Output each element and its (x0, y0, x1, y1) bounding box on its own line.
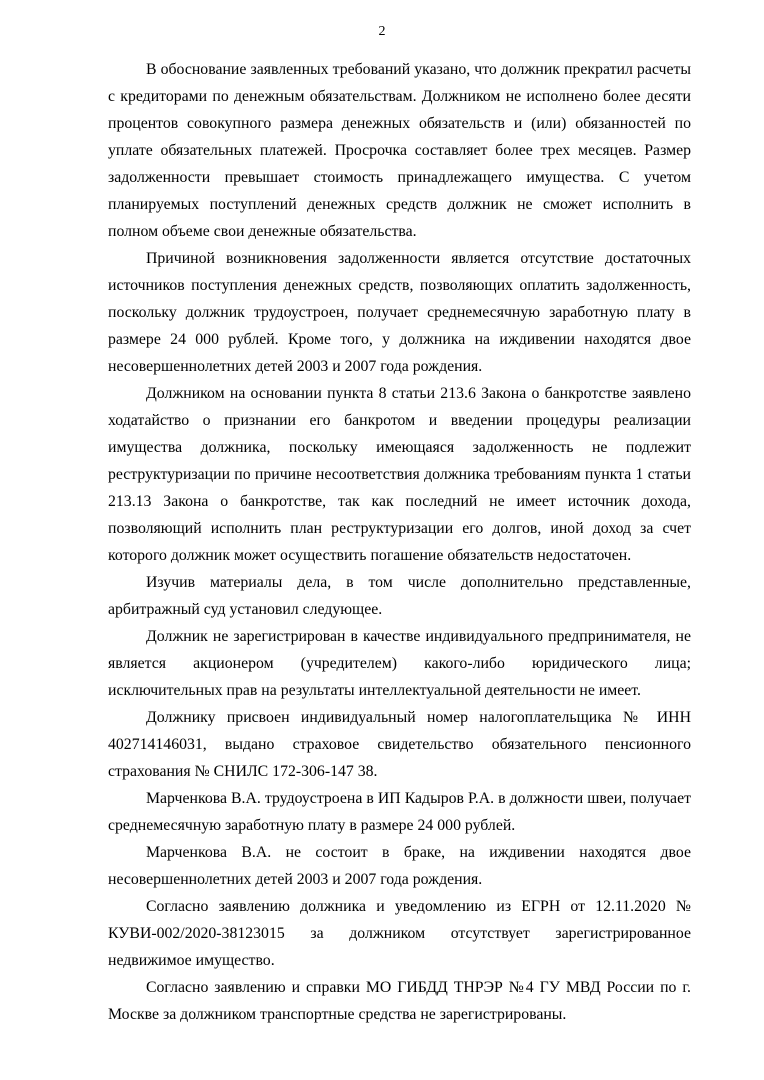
paragraph-tax-id: Должнику присвоен индивидуальный номер налогоплательщика № ИНН 402714146031, выдано страховое свидетельство обязательного пенсионного страхования № СНИЛС 172-306-147 38. (108, 709, 691, 780)
paragraph-not-entrepreneur: Должник не зарегистрирован в качестве индивидуального предпринимателя, не является акционером (учредителем) какого-либо юридического лица; исключительных прав на результаты интеллектуальной деятельности не имеет. (108, 628, 691, 699)
paragraph-employment: Марченкова В.А. трудоустроена в ИП Кадыров Р.А. в должности швеи, получает среднемесячную заработную плату в размере 24 000 рублей. (108, 790, 691, 834)
document-body (108, 56, 691, 1028)
paragraph-bankruptcy-petition: Должником на основании пункта 8 статьи 213.6 Закона о банкротстве заявлено ходатайство о признании его банкротом и введении процедуры реализации имущества должника, поскольку имеющаяся задолженность не подлежит реструктуризации по причине несоответствия должника требованиям пункта 1 статьи 213.13 Закона о банкротстве, так как последний не имеет источник дохода, позволяющий исполнить план реструктуризации его долгов, иной доход за счет которого должник может осуществить погашение обязательств недостаточен. (108, 385, 691, 564)
paragraph-claim-grounds: В обоснование заявленных требований указано, что должник прекратил расчеты с кредиторами по денежным обязательствам. Должником не исполнено более десяти процентов совокупного размера денежных обязательств и (или) обязанностей по уплате обязательных платежей. Просрочка составляет более трех месяцев. Размер задолженности превышает стоимость принадлежащего имущества. С учетом планируемых поступлений денежных средств должник не сможет исполнить в полном объеме свои денежные обязательства. (108, 61, 691, 240)
page-number: 2 (378, 24, 386, 39)
paragraph-court-findings-intro: Изучив материалы дела, в том числе дополнительно представленные, арбитражный суд установил следующее. (108, 574, 691, 618)
paragraph-vehicles: Согласно заявлению и справки МО ГИБДД ТНРЭР №4 ГУ МВД России по г. Москве за должником транспортные средства не зарегистрированы. (108, 979, 691, 1023)
paragraph-real-estate: Согласно заявлению должника и уведомлению из ЕГРН от 12.11.2020 № КУВИ-002/2020-38123015 за должником отсутствует зарегистрированное недвижимое имущество. (108, 898, 691, 969)
paragraph-family-status: Марченкова В.А. не состоит в браке, на иждивении находятся двое несовершеннолетних детей 2003 и 2007 года рождения. (108, 844, 691, 888)
paragraph-debt-cause: Причиной возникновения задолженности является отсутствие достаточных источников поступления денежных средств, позволяющих оплатить задолженность, поскольку должник трудоустроен, получает среднемесячную заработную плату в размере 24 000 рублей. Кроме того, у должника на иждивении находятся двое несовершеннолетних детей 2003 и 2007 года рождения. (108, 250, 691, 375)
